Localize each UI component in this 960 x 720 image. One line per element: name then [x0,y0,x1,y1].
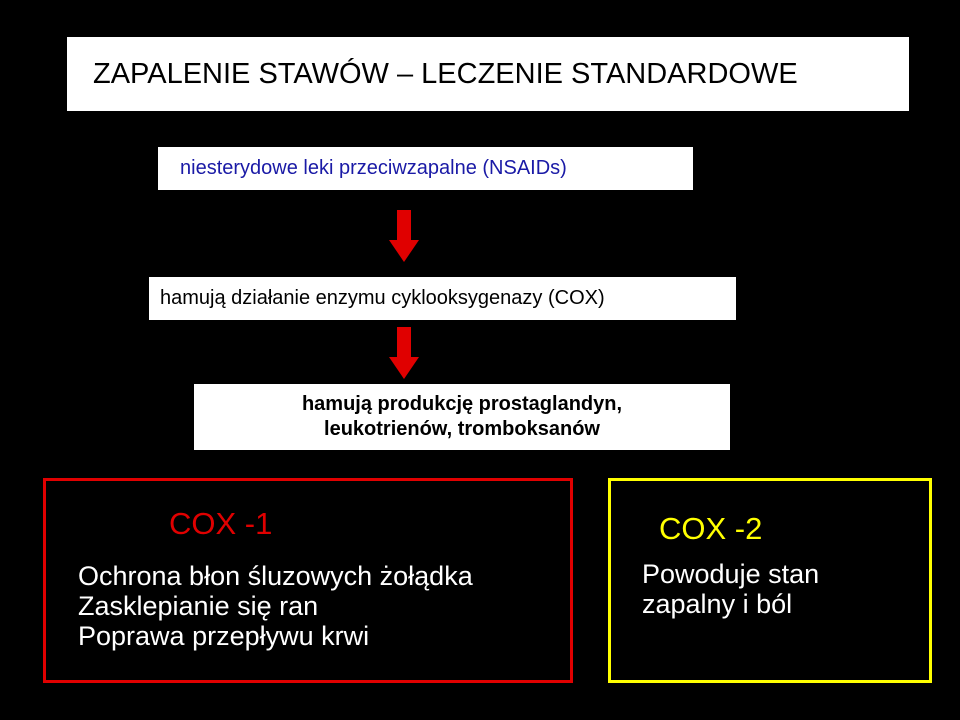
cox2-effect-item: zapalny i ból [642,589,793,619]
cox1-effects [78,561,473,651]
title-box [67,37,909,111]
flow-step-nsaids-label: niesterydowe leki przeciwzapalne (NSAIDs) [180,157,567,179]
flow-step-prostaglandins-line-2: leukotrienów, tromboksanów [324,418,600,440]
flow-step-prostaglandins-line-1: hamują produkcję prostaglandyn, [301,393,623,415]
page-title: ZAPALENIE STAWÓW – LECZENIE STANDARDOWE [93,57,798,90]
flow-step-prostaglandins [194,384,730,450]
cox2-effects [642,559,819,619]
down-arrow-icon [389,327,419,379]
cox1-effect-item: Zasklepianie się ran [78,591,319,621]
flow-step-cox-inhibition-label: hamują działanie enzymu cyklooksygenazy (COX) [160,287,605,309]
flow-step-nsaids [158,147,693,190]
cox2-panel [608,478,932,683]
cox1-panel [43,478,573,683]
down-arrow-icon [389,210,419,262]
cox2-effect-item: Powoduje stan [642,559,820,589]
cox2-heading: COX -2 [659,511,763,546]
cox1-effect-item: Poprawa przepływu krwi [78,621,370,651]
cox1-effect-item: Ochrona błon śluzowych żołądka [78,561,473,591]
cox1-heading: COX -1 [169,506,273,541]
flow-step-cox-inhibition [149,277,736,320]
